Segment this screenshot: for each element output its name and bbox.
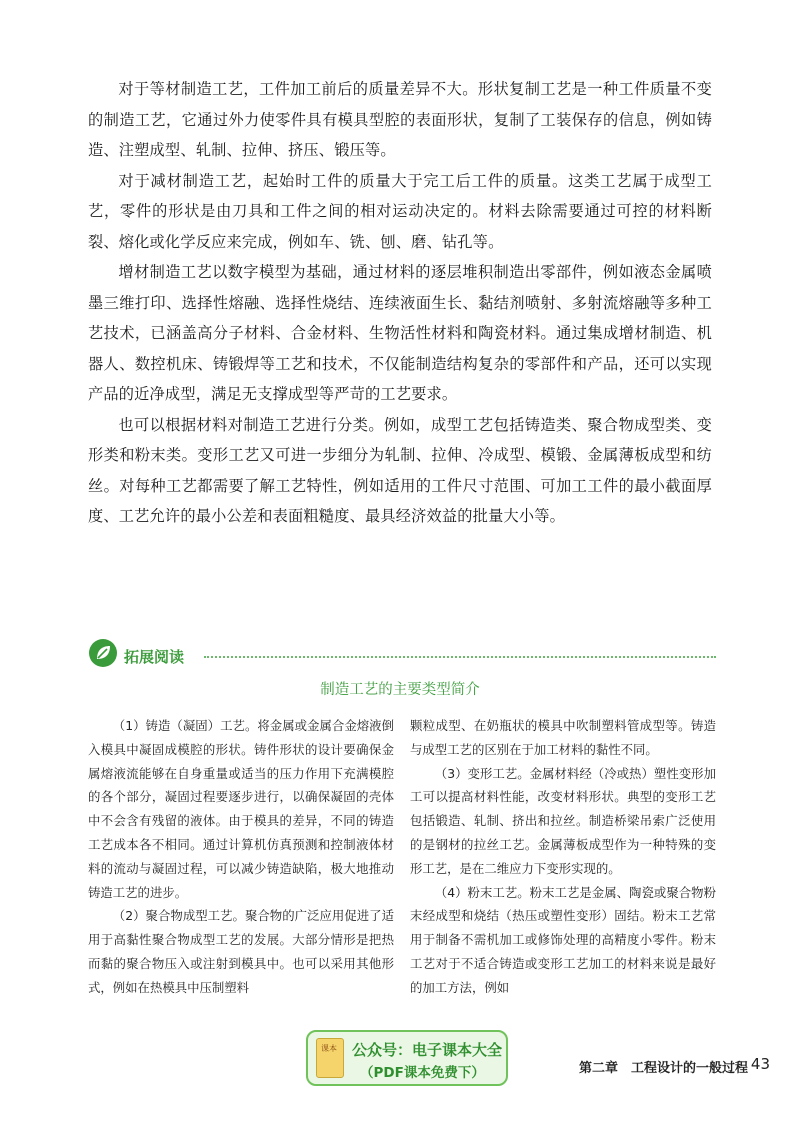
watermark-badge (306, 1030, 508, 1086)
extended-reading-label: 拓展阅读 (124, 648, 185, 666)
leaf-icon (88, 638, 118, 668)
casting-paragraph: （1）铸造（凝固）工艺。将金属或金属合金熔液倒入模具中凝固成模腔的形状。铸件形状的设计要确保金属熔液流能够在自身重量或适当的压力作用下充满模腔的各个部分，凝固过程要逐步进行，以确保凝固的壳体中不会含有残留的液体。由于模具的差异，不同的铸造工艺成本各不相同。通过计算机仿真预测和控制液体材料的流动与凝固过程，可以减少铸造缺陷，极大地推动铸造工艺的进步。 (88, 718, 394, 900)
watermark-line1: 公众号：电子课本大全 (352, 1041, 503, 1059)
paragraph-subtractive: 对于减材制造工艺，起始时工件的质量大于完工后工件的质量。这类工艺属于成型工艺，零件的形状是由刀具和工件之间的相对运动决定的。材料去除需要通过可控的材料断裂、熔化或化学反应来完成，例如车、铣、刨、磨、钻孔等。 (88, 171, 712, 251)
dotted-divider (204, 656, 716, 658)
extended-reading-columns (88, 714, 716, 1000)
extended-reading-header (88, 638, 716, 678)
extended-reading-heading: 制造工艺的主要类型简介 (320, 682, 480, 698)
watermark-line2: （PDF课本免费下） (360, 1065, 485, 1081)
main-text (88, 74, 712, 532)
paragraph-material-classification: 也可以根据材料对制造工艺进行分类。例如，成型工艺包括铸造类、聚合物成型类、变形类和粉末类。变形工艺又可进一步细分为轧制、拉伸、冷成型、模锻、金属薄板成型和纺丝。对每种工艺都需要了解工艺特性，例如适用的工件尺寸范围、可加工工件的最小截面厚度、工艺允许的最小公差和表面粗糙度、最具经济效益的批量大小等。 (88, 415, 712, 525)
paragraph-equal-material: 对于等材制造工艺，工件加工前后的质量差异不大。形状复制工艺是一种工件质量不变的制造工艺，它通过外力使零件具有模具型腔的表面形状，复制了工装保存的信息，例如铸造、注塑成型、轧制、拉伸、挤压、锻压等。 (88, 80, 712, 159)
page-number: 43 (750, 1055, 770, 1073)
paragraph-additive: 增材制造工艺以数字模型为基础，通过材料的逐层堆积制造出零部件，例如液态金属喷墨三维打印、选择性熔融、选择性烧结、连续液面生长、黏结剂喷射、多射流熔融等多种工艺技术，已涵盖高分子材料、合金材料、生物活性材料和陶瓷材料。通过集成增材制造、机器人、数控机床、铸锻焊等工艺和技术，不仅能制造结构复杂的零部件和产品，还可以实现产品的近净成型，满足无支撑成型等严苛的工艺要求。 (88, 263, 712, 403)
polymer-continuation: 颗粒成型、在奶瓶状的模具中吹制塑料管成型等。铸造与成型工艺的区别在于加工材料的黏性不同。 (410, 718, 716, 757)
left-column (88, 714, 394, 1000)
right-column (410, 714, 716, 1000)
book-icon: 课本 (316, 1038, 344, 1078)
polymer-paragraph: （2）聚合物成型工艺。聚合物的广泛应用促进了适用于高黏性聚合物成型工艺的发展。大部分情形是把热而黏的聚合物压入或注射到模具中。也可以采用其他形式，例如在热模具中压制塑料 (88, 908, 394, 995)
powder-paragraph: （4）粉末工艺。粉末工艺是金属、陶瓷或聚合物粉末经成型和烧结（热压或塑性变形）固结。粉末工艺常用于制备不需机加工或修饰处理的高精度小零件。粉末工艺对于不适合铸造或变形工艺加工的材料来说是最好的加工方法，例如 (410, 884, 716, 995)
chapter-footer: 第二章 工程设计的一般过程 (578, 1061, 748, 1076)
deformation-paragraph: （3）变形工艺。金属材料经（冷或热）塑性变形加工可以提高材料性能，改变材料形状。典型的变形工艺包括锻造、轧制、挤出和拉丝。制造桥梁吊索广泛使用的是钢材的拉丝工艺。金属薄板成型作为一种特殊的变形工艺，是在二维应力下变形实现的。 (410, 765, 716, 876)
